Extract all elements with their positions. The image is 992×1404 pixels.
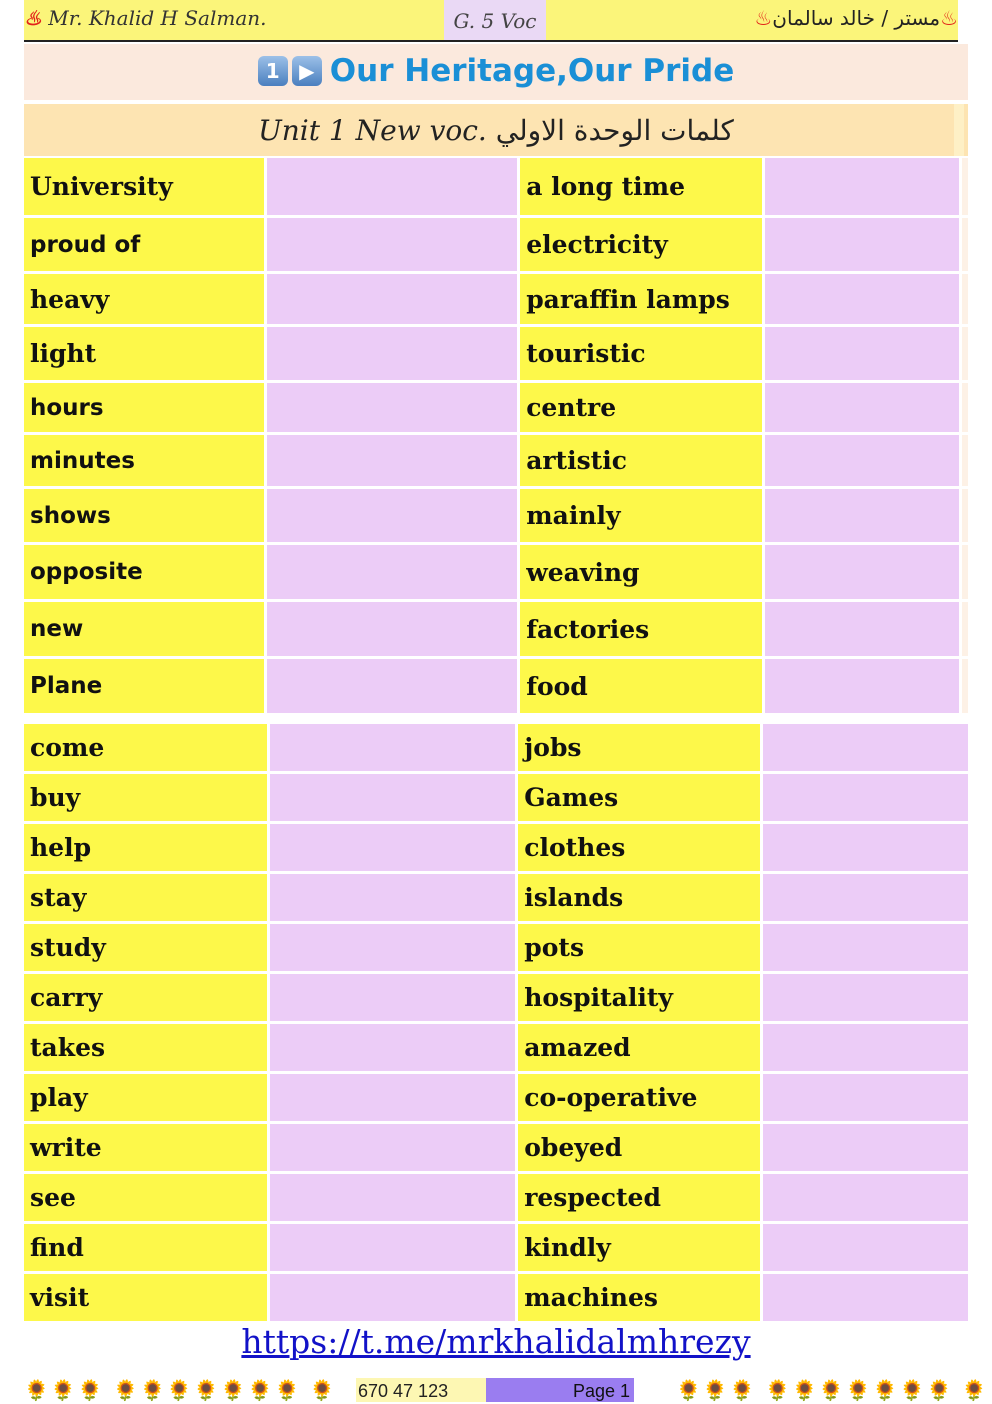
table-edge (962, 545, 968, 599)
answer-cell-right[interactable] (765, 383, 959, 432)
subtitle-ar: كلمات الوحدة الاولي (495, 114, 734, 147)
vocab-word-left: new (24, 602, 264, 656)
answer-cell-left[interactable] (267, 327, 517, 380)
answer-cell-left[interactable] (270, 1124, 515, 1171)
vocab-row (24, 489, 968, 542)
answer-cell-right[interactable] (763, 774, 968, 821)
phone-text: 670 47 123 (358, 1381, 449, 1401)
answer-cell-left[interactable] (270, 1224, 515, 1271)
vocab-row (24, 659, 968, 713)
answer-cell-right[interactable] (763, 824, 968, 871)
vocab-row (24, 545, 968, 599)
vocab-word-left: light (24, 327, 264, 380)
vocab-word-right: electricity (520, 218, 762, 271)
vocab-word-right: pots (518, 924, 760, 971)
vocab-word-right: Games (518, 774, 760, 821)
answer-cell-right[interactable] (765, 659, 959, 713)
vocab-word-right: centre (520, 383, 762, 432)
vocab-word-right: islands (518, 874, 760, 921)
vocab-row (24, 774, 968, 821)
answer-cell-right[interactable] (765, 602, 959, 656)
answer-cell-right[interactable] (763, 974, 968, 1021)
vocab-word-left: University (24, 158, 264, 215)
title-text: Our Heritage,Our Pride (329, 52, 735, 89)
vocab-word-left: takes (24, 1024, 267, 1071)
answer-cell-left[interactable] (270, 974, 515, 1021)
hot-springs-icon: ♨ (940, 6, 958, 30)
vocab-row (24, 924, 968, 971)
vocab-word-left: stay (24, 874, 267, 921)
vocab-word-left: play (24, 1074, 267, 1121)
keycap-one-icon: 1 (258, 56, 288, 86)
answer-cell-left[interactable] (267, 218, 517, 271)
vocab-word-right: a long time (520, 158, 762, 215)
answer-cell-left[interactable] (267, 602, 517, 656)
phone-number (356, 1378, 486, 1402)
answer-cell-right[interactable] (763, 1224, 968, 1271)
answer-cell-right[interactable] (763, 1124, 968, 1171)
vocab-word-left: come (24, 724, 267, 771)
table-edge (962, 602, 968, 656)
answer-cell-right[interactable] (765, 327, 959, 380)
sunflower-icons-right: 🌻🌻🌻 🌻🌻🌻🌻🌻🌻🌻 🌻 (676, 1378, 989, 1402)
vocab-word-left: shows (24, 489, 264, 542)
vocab-row (24, 724, 968, 771)
sunflower-icons-left: 🌻🌻🌻 🌻🌻🌻🌻🌻🌻🌻 🌻 (24, 1378, 337, 1402)
vocab-word-right: food (520, 659, 762, 713)
vocab-word-right: kindly (518, 1224, 760, 1271)
hot-springs-icon: ♨ (754, 6, 773, 30)
vocab-word-right: jobs (518, 724, 760, 771)
vocab-row (24, 874, 968, 921)
answer-cell-right[interactable] (765, 489, 959, 542)
vocab-word-right: obeyed (518, 1124, 760, 1171)
vocab-row (24, 1174, 968, 1221)
subtitle-en: Unit 1 New voc. (258, 114, 487, 147)
vocab-row (24, 974, 968, 1021)
author-en-text: Mr. Khalid H Salman. (48, 6, 267, 30)
page-text: Page 1 (572, 1381, 630, 1401)
answer-cell-right[interactable] (763, 1274, 968, 1321)
table-edge (962, 435, 968, 486)
vocab-word-left: proud of (24, 218, 264, 271)
vocab-word-left: heavy (24, 274, 264, 324)
author-ar (754, 6, 958, 30)
play-icon: ▶ (292, 56, 322, 86)
table-edge (962, 327, 968, 380)
answer-cell-left[interactable] (270, 824, 515, 871)
answer-cell-left[interactable] (267, 489, 517, 542)
answer-cell-left[interactable] (270, 1074, 515, 1121)
answer-cell-left[interactable] (270, 1174, 515, 1221)
answer-cell-left[interactable] (267, 383, 517, 432)
vocab-word-left: study (24, 924, 267, 971)
vocab-word-left: buy (24, 774, 267, 821)
answer-cell-left[interactable] (270, 924, 515, 971)
vocab-word-left: see (24, 1174, 267, 1221)
answer-cell-right[interactable] (763, 1074, 968, 1121)
vocab-word-left: visit (24, 1274, 267, 1321)
answer-cell-right[interactable] (763, 874, 968, 921)
table-edge (962, 218, 968, 271)
author-ar-text: مستر / خالد سالمان (772, 6, 941, 30)
page-number (486, 1378, 634, 1402)
vocab-table-1 (21, 155, 971, 716)
answer-cell-right[interactable] (765, 158, 959, 215)
table-edge (962, 489, 968, 542)
vocab-word-right: factories (520, 602, 762, 656)
vocab-word-right: machines (518, 1274, 760, 1321)
answer-cell-left[interactable] (267, 158, 517, 215)
vocab-word-left: carry (24, 974, 267, 1021)
vocab-row (24, 327, 968, 380)
vocab-word-left: find (24, 1224, 267, 1271)
answer-cell-right[interactable] (763, 1024, 968, 1071)
vocab-row (24, 824, 968, 871)
unit-subtitle (24, 104, 968, 156)
vocab-row (24, 383, 968, 432)
hot-springs-icon: ♨ (24, 6, 42, 30)
vocab-row (24, 1224, 968, 1271)
vocab-word-right: hospitality (518, 974, 760, 1021)
vocab-row (24, 274, 968, 324)
table-edge (962, 158, 968, 215)
vocab-word-left: hours (24, 383, 264, 432)
vocab-word-right: weaving (520, 545, 762, 599)
grade-label: G. 5 Voc (444, 0, 546, 40)
answer-cell-left[interactable] (267, 659, 517, 713)
answer-cell-right[interactable] (763, 724, 968, 771)
table-edge (962, 274, 968, 324)
answer-cell-left[interactable] (270, 1274, 515, 1321)
vocab-row (24, 158, 968, 215)
answer-cell-right[interactable] (765, 545, 959, 599)
answer-cell-left[interactable] (270, 874, 515, 921)
answer-cell-right[interactable] (763, 924, 968, 971)
vocab-row (24, 1074, 968, 1121)
vocab-table-2 (21, 721, 971, 1324)
answer-cell-right[interactable] (763, 1174, 968, 1221)
vocab-row (24, 218, 968, 271)
page-header (24, 0, 958, 42)
vocab-word-right: artistic (520, 435, 762, 486)
vocab-word-right: respected (518, 1174, 760, 1221)
vocab-word-right: co-operative (518, 1074, 760, 1121)
table-edge (962, 383, 968, 432)
vocab-word-right: touristic (520, 327, 762, 380)
vocab-word-right: paraffin lamps (520, 274, 762, 324)
vocab-row (24, 1124, 968, 1171)
answer-cell-left[interactable] (270, 1024, 515, 1071)
vocab-word-left: help (24, 824, 267, 871)
vocab-row (24, 435, 968, 486)
answer-cell-left[interactable] (270, 724, 515, 771)
vocab-word-left: opposite (24, 545, 264, 599)
telegram-link[interactable]: https://t.me/mrkhalidalmhrezy (241, 1322, 751, 1361)
vocab-word-right: amazed (518, 1024, 760, 1071)
vocab-word-left: Plane (24, 659, 264, 713)
vocab-word-right: clothes (518, 824, 760, 871)
answer-cell-left[interactable] (270, 774, 515, 821)
table-edge (962, 659, 968, 713)
vocab-word-right: mainly (520, 489, 762, 542)
answer-cell-left[interactable] (267, 435, 517, 486)
vocab-row (24, 1274, 968, 1321)
author-en (24, 6, 267, 30)
vocab-row (24, 602, 968, 656)
answer-cell-right[interactable] (765, 435, 959, 486)
vocab-word-left: minutes (24, 435, 264, 486)
unit-title (24, 44, 968, 100)
answer-cell-right[interactable] (765, 218, 959, 271)
vocab-row (24, 1024, 968, 1071)
vocab-word-left: write (24, 1124, 267, 1171)
answer-cell-left[interactable] (267, 545, 517, 599)
answer-cell-right[interactable] (765, 274, 959, 324)
answer-cell-left[interactable] (267, 274, 517, 324)
